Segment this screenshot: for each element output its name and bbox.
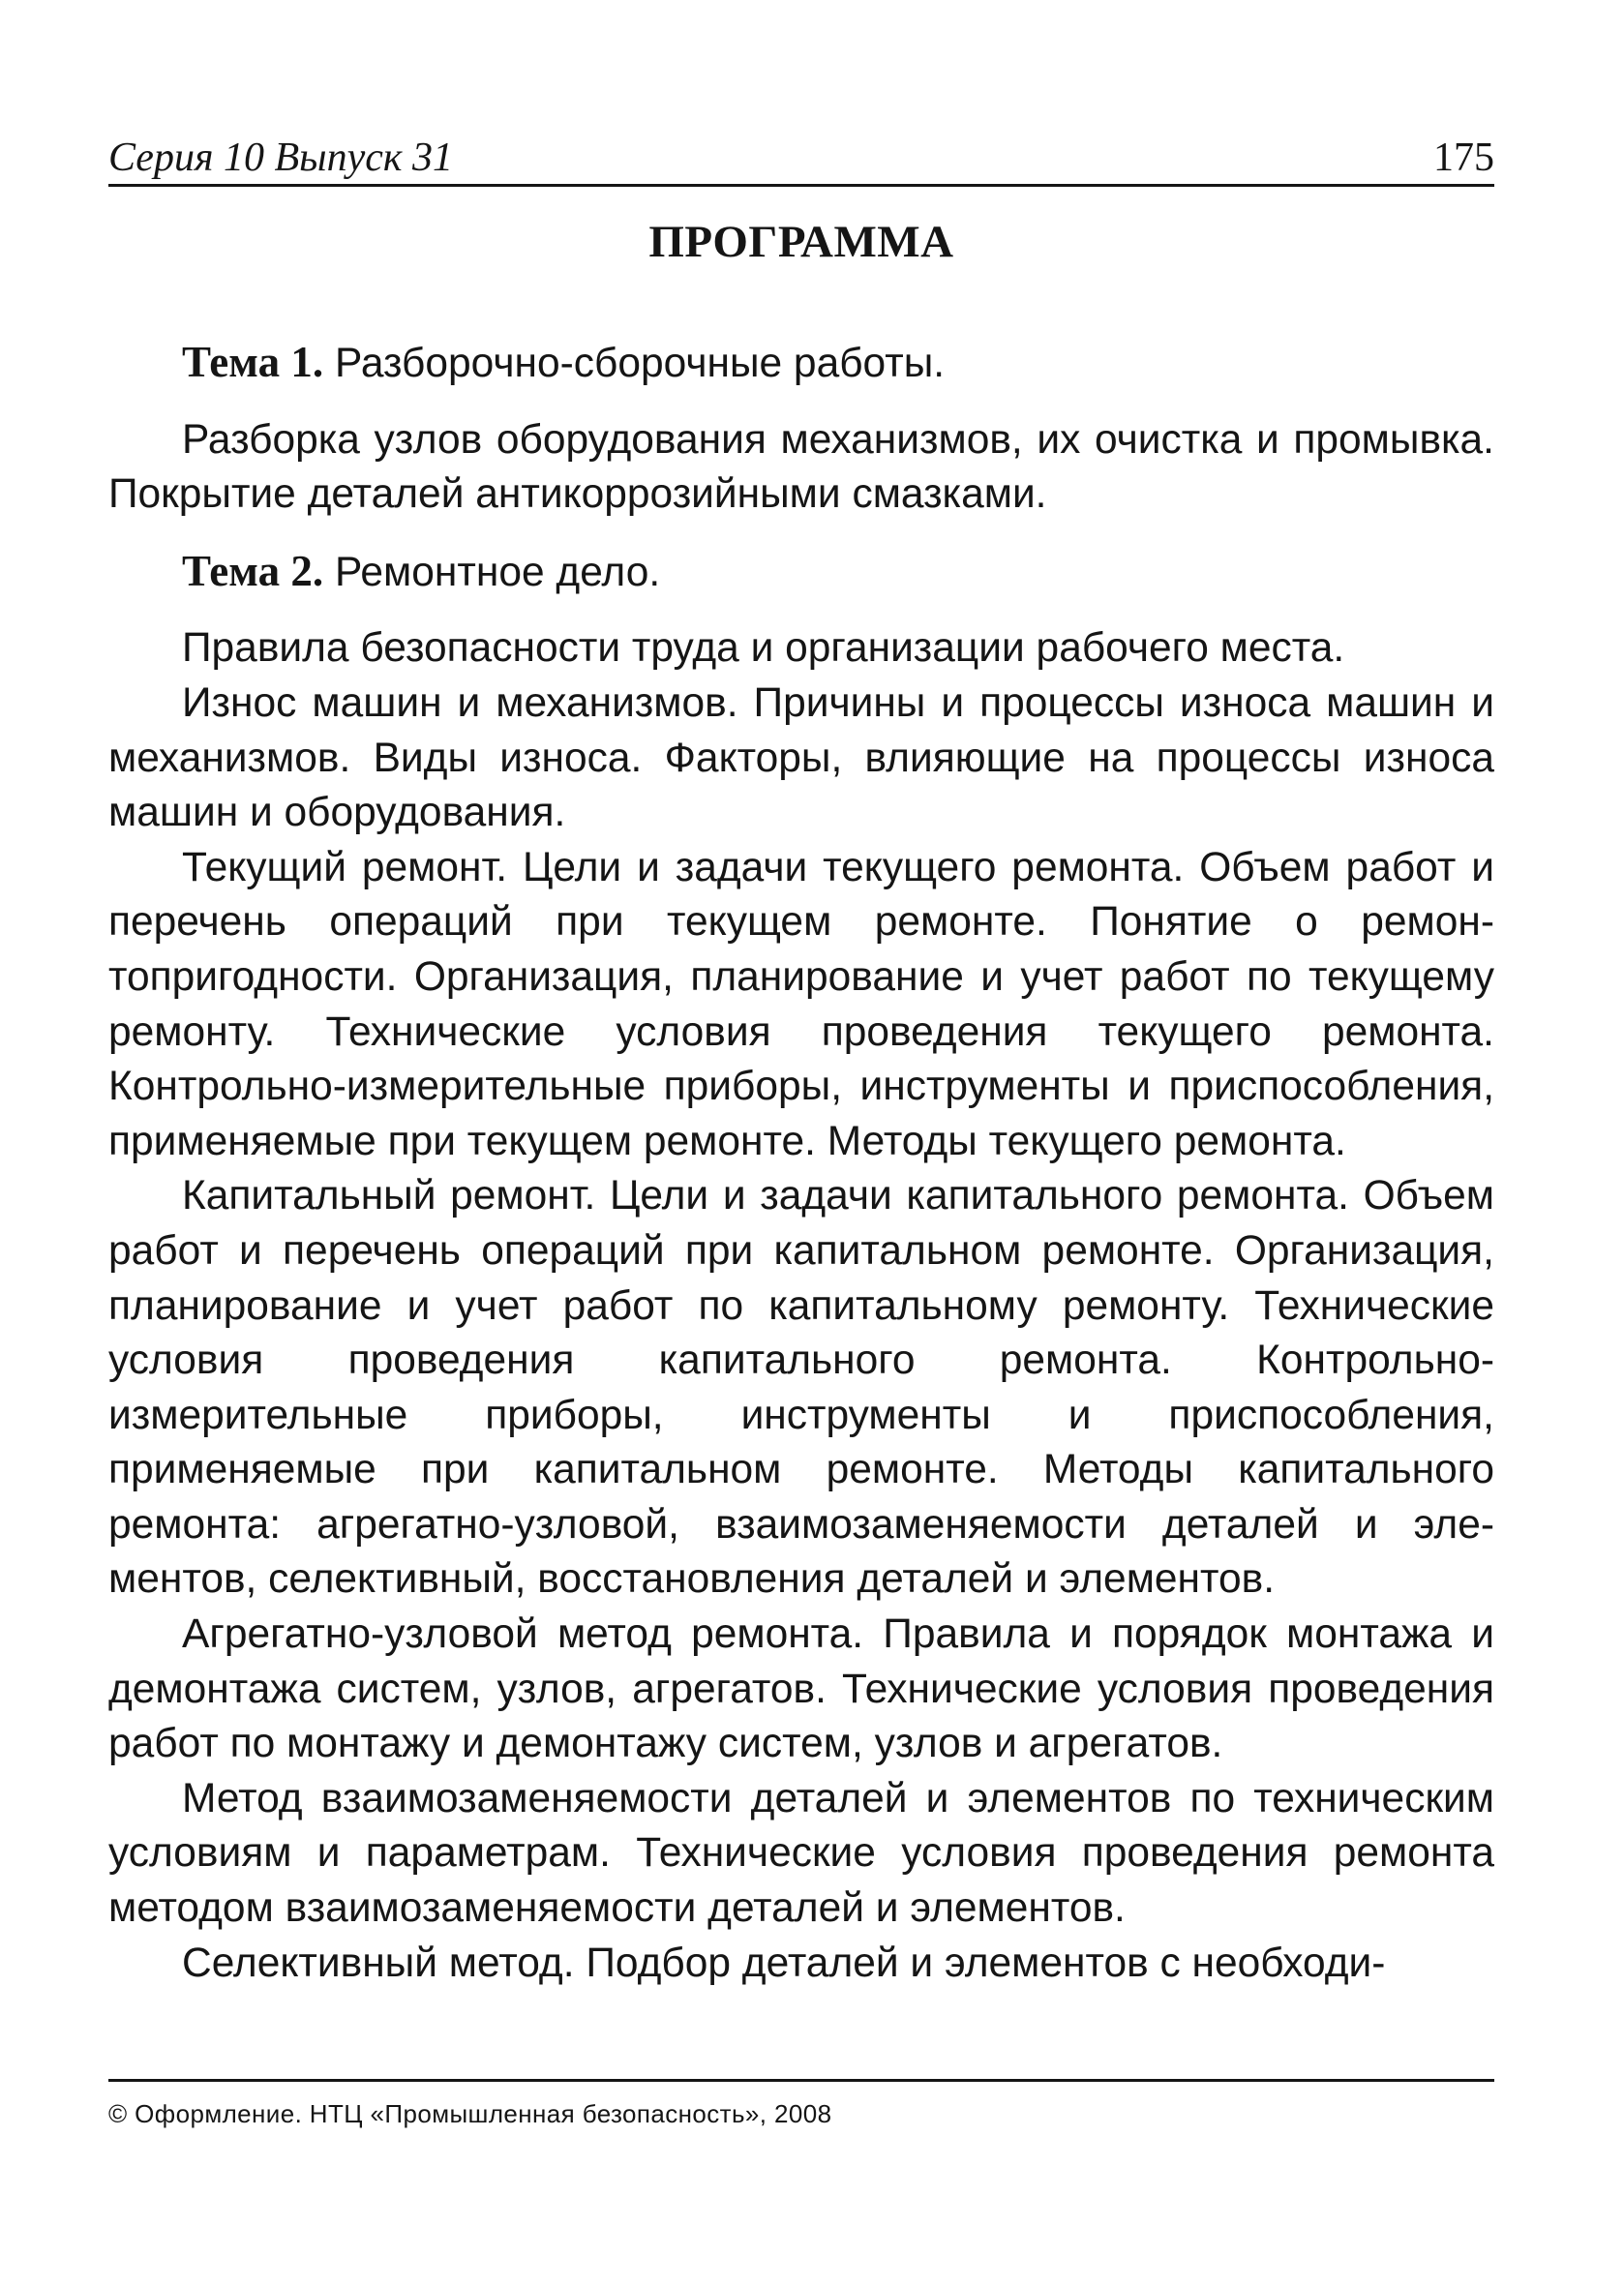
spacer — [108, 600, 1494, 621]
topic-label: Тема 1. — [182, 338, 324, 386]
running-header — [108, 132, 1494, 187]
paragraph: Метод взаимозаменяемости деталей и элементов по техническим условиям и параметрам. Технические условия проведения ремонта методом взаимозаменяемости деталей и элементов. — [108, 1775, 1494, 1932]
footer-rule — [108, 2079, 1494, 2082]
topic-heading-1 — [108, 335, 1494, 392]
page-number: 175 — [1433, 135, 1494, 180]
page-title: ПРОГРАММА — [648, 217, 954, 267]
spacer — [108, 523, 1494, 544]
topic-heading-2 — [108, 544, 1494, 601]
paragraph: Капитальный ремонт. Цели и задачи капитального ремонта. Объем работ и перечень операций при капитальном ремонте. Организация, планирование и учет работ по капитальному ремонту. Технические условия проведения капитального ремонта. Контрольно-измерительные приборы, инструменты и приспособления, применяемые при капитальном ремонте. Методы капитального ремонта: агрегатно-узловой, взаимозаменяемости деталей и элементов, селективный, восстановления деталей и элементов. — [108, 1173, 1494, 1603]
paragraph: Агрегатно-узловой метод ремонта. Правила и порядок монтажа и демонтажа систем, узлов, агрегатов. Технические условия проведения работ по монтажу и демонтажу систем, узлов и агрегатов. — [108, 1611, 1494, 1767]
paragraph: Износ машин и механизмов. Причины и процессы износа машин и механизмов. Виды износа. Факторы, влияющие на процессы износа машин и оборудования. — [108, 679, 1494, 836]
topic-label: Тема 2. — [182, 546, 324, 595]
paragraph: Текущий ремонт. Цели и задачи текущего ремонта. Объем работ и перечень операций при текущем ремонте. Понятие о ремонтопригодности. Организация, планирование и учет работ по текущему ремонту. Технические условия проведения текущего ремонта. Контрольно-измерительные приборы, инструменты и приспособления, применяемые при текущем ремонте. Методы текущего ремонта. — [108, 844, 1494, 1164]
paragraph: Правила безопасности труда и организации рабочего места. — [182, 625, 1345, 672]
body-text — [108, 335, 1494, 1991]
paragraph: Селективный метод. Подбор деталей и элементов с необходи- — [182, 1940, 1386, 1986]
topic-name: Разборочно-сборочные работы. — [334, 341, 946, 386]
paragraph: Разборка узлов оборудования механизмов, их очистка и промывка. Покрытие деталей антикоррозийными смазками. — [108, 416, 1494, 518]
topic-name: Ремонтное дело. — [334, 549, 661, 595]
series-issue-label: Серия 10 Выпуск 31 — [108, 135, 453, 180]
copyright-footer: © Оформление. НТЦ «Промышленная безопасность», 2008 — [108, 2099, 832, 2128]
spacer — [108, 392, 1494, 413]
